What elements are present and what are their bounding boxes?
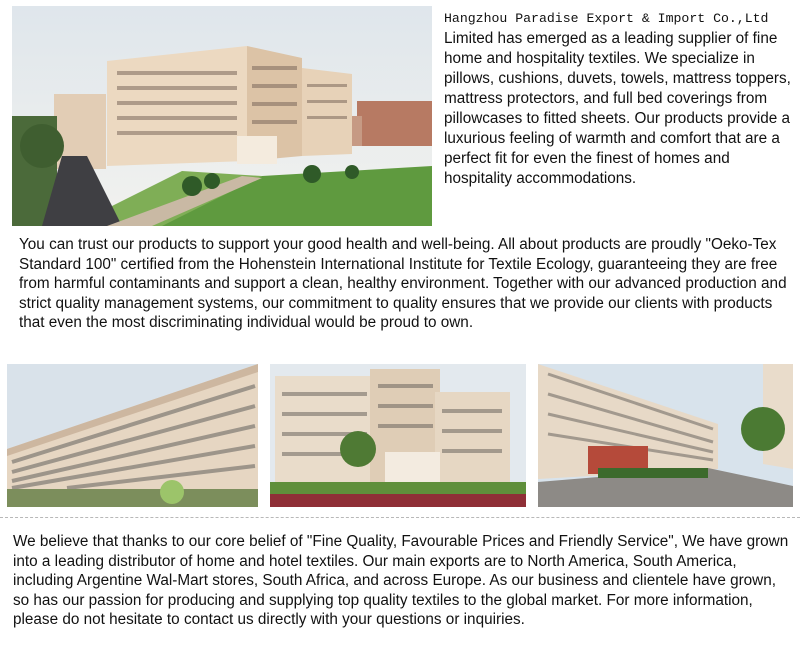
intro-block bbox=[444, 8, 796, 189]
building-photo-center bbox=[270, 364, 526, 507]
company-name: Hangzhou Paradise Export & Import Co.,Ltd bbox=[444, 11, 769, 26]
quality-paragraph: You can trust our products to support your good health and well-being. All about products are proudly "Oeko-Tex Standard 100" certified from the Hohenstein International Institute for Textile Ecology, guaranteeing they are free from harmful contaminants and support a clean, healthy environment. Together with our advanced production and strict quality management systems, our commitment to quality ensures that we provide our clients with products that even the most discriminating individual would be proud to own. bbox=[19, 236, 787, 331]
building-photo-left bbox=[7, 364, 258, 507]
building-photo-right bbox=[538, 364, 793, 507]
section-divider bbox=[0, 517, 800, 518]
intro-text: Limited has emerged as a leading supplier of fine home and hospitality textiles. We specialize in pillows, cushions, duvets, towels, mattress toppers, mattress protectors, and full bed coverings from pillowcases to fitted sheets. Our products provide a luxurious feeling of warmth and comfort that are a perfect fit for even the finest of homes and hospitality accommodations. bbox=[444, 30, 791, 187]
belief-paragraph: We believe that thanks to our core belief of "Fine Quality, Favourable Prices and Friendly Service", We have grown into a leading distributor of home and hotel textiles. Our main exports are to North America, South America, including Argentine Wal-Mart stores, South Africa, and across Europe. As our business and clientele have grown, so has our passion for producing and supplying top quality textiles to the global market. For more information, please do not hesitate to contact us directly with your questions or inquiries. bbox=[13, 533, 789, 628]
factory-campus-photo bbox=[12, 6, 432, 226]
